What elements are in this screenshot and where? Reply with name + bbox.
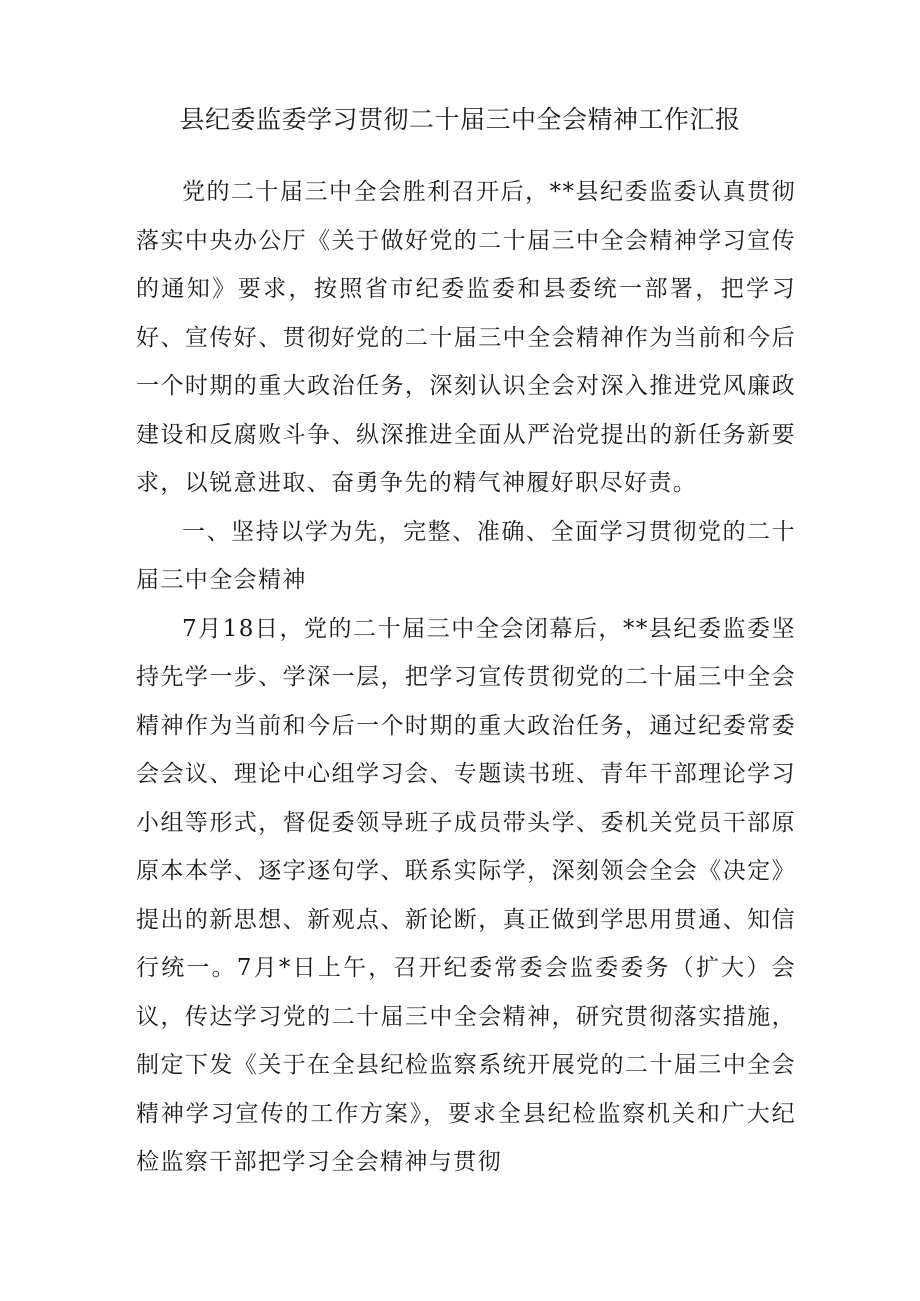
section-heading-1: 一、坚持以学为先，完整、准确、全面学习贯彻党的二十届三中全会精神 — [136, 518, 796, 593]
document-title: 县纪委监委学习贯彻二十届三中全会精神工作汇报 — [179, 105, 741, 134]
document-body — [136, 168, 796, 1187]
section-1-paragraph: 7月18日，党的二十届三中全会闭幕后，**县纪委监委坚持先学一步、学深一层，把学习宣传贯彻党的二十届三中全会精神作为当前和今后一个时期的重大政治任务，通过纪委常委会会议、理论中心组学习会、专题读书班、青年干部理论学习小组等形式，督促委领导班子成员带头学、委机关党员干部原原本本学、逐字逐句学、联系实际学，深刻领会全会《决定》提出的新思想、新观点、新论断，真正做到学思用贯通、知信行统一。7月*日上午，召开纪委常委会监委委务（扩大）会议，传达学习党的二十届三中全会精神，研究贯彻落实措施，制定下发《关于在全县纪检监察系统开展党的二十届三中全会精神学习宣传的工作方案》，要求全县纪检监察机关和广大纪检监察干部把学习全会精神与贯彻 — [136, 615, 796, 1175]
intro-paragraph: 党的二十届三中全会胜利召开后，**县纪委监委认真贯彻落实中央办公厅《关于做好党的二十届三中全会精神学习宣传的通知》要求，按照省市纪委监委和县委统一部署，把学习好、宣传好、贯彻好党的二十届三中全会精神作为当前和今后一个时期的重大政治任务，深刻认识全会对深入推进党风廉政建设和反腐败斗争、纵深推进全面从严治党提出的新任务新要求，以锐意进取、奋勇争先的精气神履好职尽好责。 — [136, 179, 796, 496]
